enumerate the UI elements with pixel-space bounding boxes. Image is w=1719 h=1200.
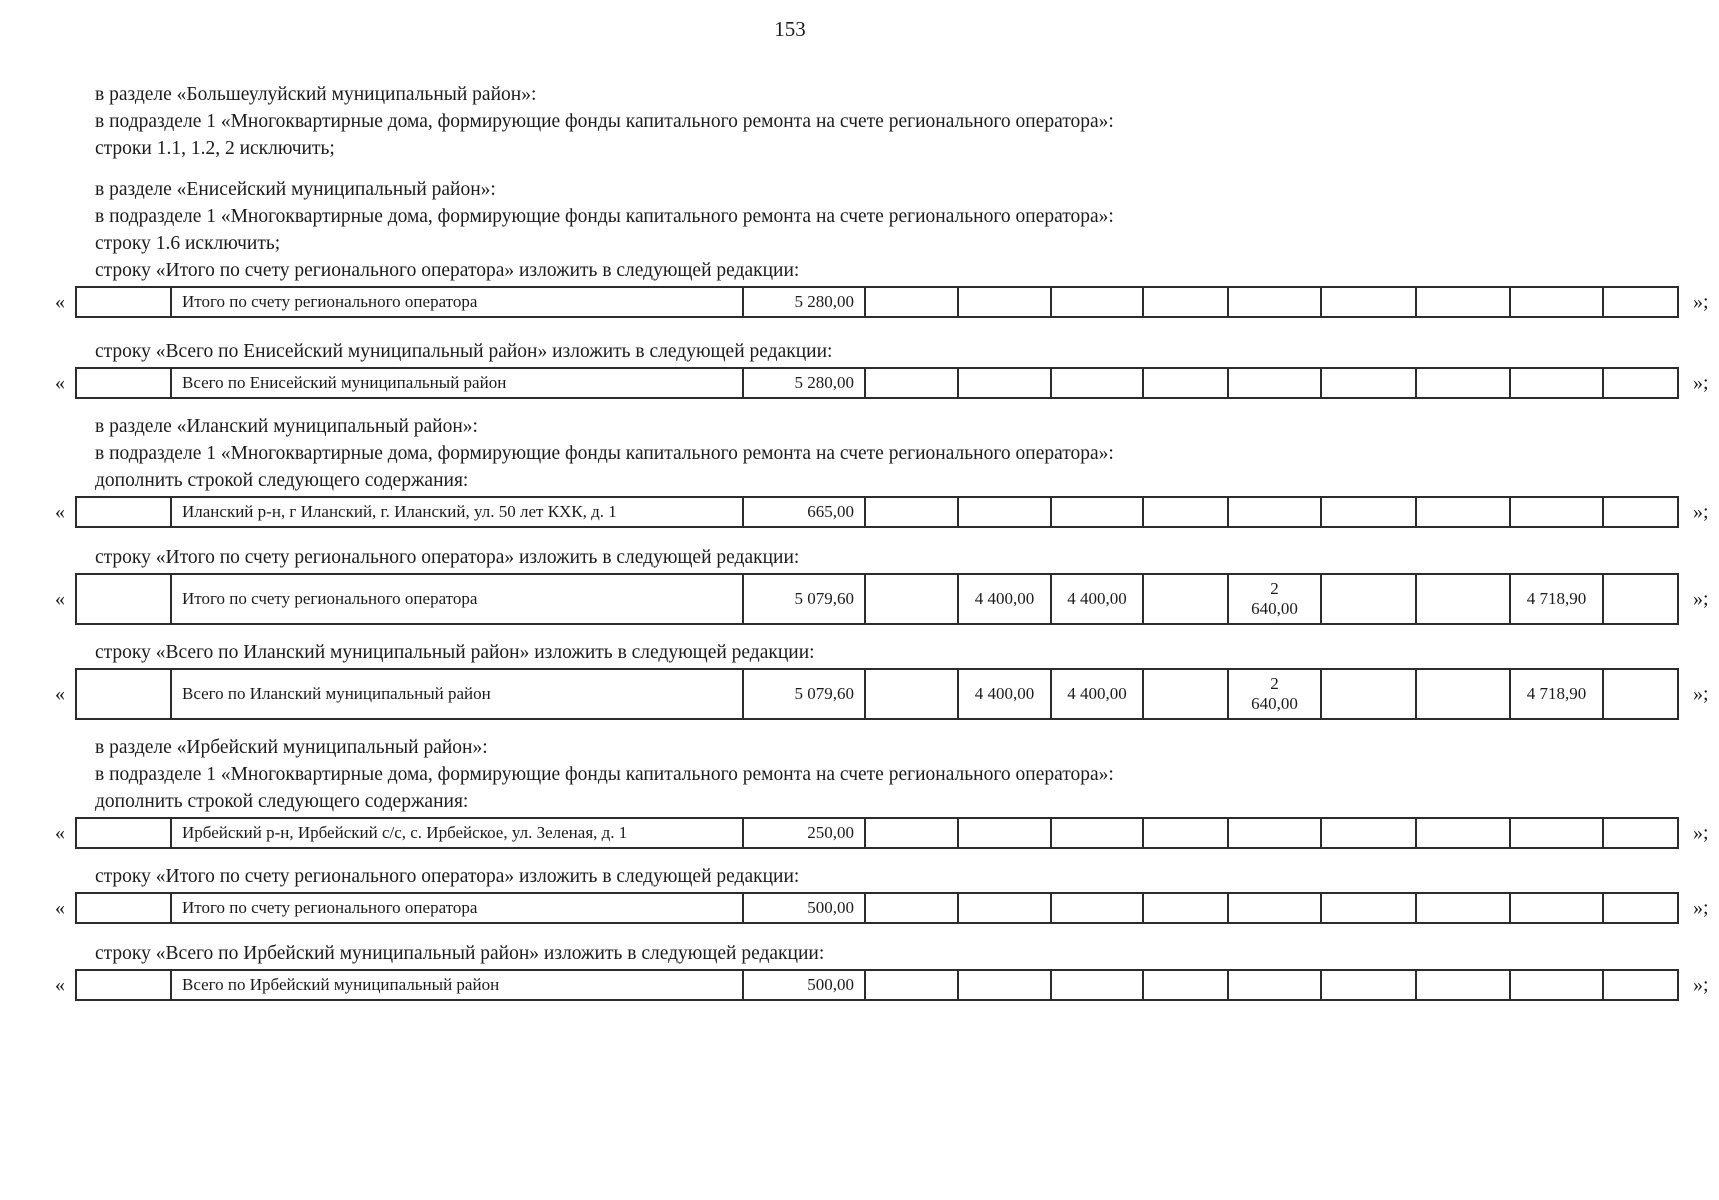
table-row (55, 286, 1719, 318)
table-cell-value: 4 400,00 (957, 670, 1050, 718)
table-cell-empty (1050, 819, 1142, 847)
close-quote-mark: »; (1693, 500, 1709, 523)
table-row (55, 496, 1719, 528)
open-quote-mark: « (55, 821, 65, 844)
table-cell-label: Ирбейский р-н, Ирбейский с/с, с. Ирбейское, ул. Зеленая, д. 1 (170, 819, 742, 847)
paragraph-line: строку 1.6 исключить; (95, 233, 281, 254)
table-row (55, 367, 1719, 399)
table-cell-empty (864, 670, 957, 718)
table-cell-empty (1509, 369, 1602, 397)
table-cell-empty (1142, 369, 1227, 397)
close-quote-mark: »; (1693, 371, 1709, 394)
table-cell-empty (864, 819, 957, 847)
close-quote-mark: »; (1693, 587, 1709, 610)
paragraph-irbeysky (95, 734, 1719, 815)
table-cell-value: 5 280,00 (742, 369, 864, 397)
table-cell-empty (1050, 288, 1142, 316)
open-quote-mark: « (55, 973, 65, 996)
close-quote-mark: »; (1693, 973, 1709, 996)
table-cell-empty (1415, 894, 1509, 922)
table-cell-empty (77, 670, 170, 718)
table-cell-empty (957, 369, 1050, 397)
table-cell-value: 4 718,90 (1509, 670, 1602, 718)
close-quote-mark: »; (1693, 896, 1709, 919)
table-cell-empty (1320, 288, 1415, 316)
open-quote-mark: « (55, 682, 65, 705)
paragraph-line: в разделе «Большеулуйский муниципальный район»: (95, 84, 537, 105)
table-cell-empty (77, 369, 170, 397)
open-quote-mark: « (55, 371, 65, 394)
table-row (55, 668, 1719, 720)
table-row (55, 969, 1719, 1001)
table-row (55, 573, 1719, 625)
table-grid-itogo-irbeysky (75, 892, 1679, 924)
open-quote-mark: « (55, 290, 65, 313)
table-cell-empty (1415, 575, 1509, 623)
table-cell-empty (864, 894, 957, 922)
table-cell-label: Всего по Ирбейский муниципальный район (170, 971, 742, 999)
table-cell-empty (1320, 894, 1415, 922)
table-grid-itogo-yeniseysky (75, 286, 1679, 318)
table-cell-empty (1142, 894, 1227, 922)
table-cell-value: 5 079,60 (742, 670, 864, 718)
table-cell-empty (1602, 498, 1677, 526)
close-quote-mark: »; (1693, 290, 1709, 313)
table-cell-empty (1509, 288, 1602, 316)
paragraph-line: строки 1.1, 1.2, 2 исключить; (95, 138, 335, 159)
table-cell-empty (1415, 819, 1509, 847)
table-grid-vsego-irbeysky (75, 969, 1679, 1001)
table-cell-value: 2 640,00 (1227, 575, 1320, 623)
close-quote-mark: »; (1693, 682, 1709, 705)
table-cell-label: Иланский р-н, г Иланский, г. Иланский, ул. 50 лет КХК, д. 1 (170, 498, 742, 526)
row-header-vsego-yeniseysky: строку «Всего по Енисейский муниципальный район» изложить в следующей редакции: (95, 341, 833, 362)
table-cell-empty (1050, 971, 1142, 999)
table-cell-empty (864, 575, 957, 623)
paragraph-line: в разделе «Ирбейский муниципальный район»: (95, 737, 488, 758)
table-grid-irbeysky-house (75, 817, 1679, 849)
table-cell-empty (1509, 971, 1602, 999)
table-cell-value: 250,00 (742, 819, 864, 847)
table-cell-empty (957, 894, 1050, 922)
table-cell-empty (1227, 288, 1320, 316)
table-cell-empty (1602, 575, 1677, 623)
table-cell-empty (864, 369, 957, 397)
table-cell-empty (1227, 894, 1320, 922)
table-cell-label: Всего по Енисейский муниципальный район (170, 369, 742, 397)
table-cell-empty (1320, 369, 1415, 397)
table-cell-empty (1602, 971, 1677, 999)
table-cell-empty (1050, 894, 1142, 922)
table-cell-label: Итого по счету регионального оператора (170, 575, 742, 623)
open-quote-mark: « (55, 500, 65, 523)
table-cell-value: 500,00 (742, 894, 864, 922)
paragraph-line: в подразделе 1 «Многоквартирные дома, формирующие фонды капитального ремонта на счете регионального оператора»: (95, 443, 1114, 464)
table-cell-value: 4 400,00 (1050, 575, 1142, 623)
table-cell-empty (77, 971, 170, 999)
table-cell-value: 5 079,60 (742, 575, 864, 623)
paragraph-ilansky (95, 413, 1719, 494)
page-number: 153 (774, 17, 806, 41)
paragraph-yeniseysky (95, 176, 1719, 284)
table-grid-ilansky-house (75, 496, 1679, 528)
table-cell-empty (864, 971, 957, 999)
table-cell-value: 2 640,00 (1227, 670, 1320, 718)
table-cell-label: Итого по счету регионального оператора (170, 288, 742, 316)
table-cell-empty (957, 819, 1050, 847)
table-cell-value: 4 718,90 (1509, 575, 1602, 623)
table-grid-vsego-ilansky (75, 668, 1679, 720)
table-cell-empty (1320, 819, 1415, 847)
table-cell-empty (864, 288, 957, 316)
open-quote-mark: « (55, 587, 65, 610)
table-cell-empty (1227, 369, 1320, 397)
table-cell-empty (1142, 498, 1227, 526)
paragraph-line: дополнить строкой следующего содержания: (95, 791, 469, 812)
table-cell-empty (77, 575, 170, 623)
row-header-vsego-ilansky: строку «Всего по Иланский муниципальный район» изложить в следующей редакции: (95, 642, 815, 663)
table-cell-empty (1227, 971, 1320, 999)
table-cell-label: Итого по счету регионального оператора (170, 894, 742, 922)
table-cell-empty (1509, 819, 1602, 847)
open-quote-mark: « (55, 896, 65, 919)
row-header-itogo-ilansky: строку «Итого по счету регионального оператора» изложить в следующей редакции: (95, 547, 800, 568)
table-cell-empty (1415, 288, 1509, 316)
table-cell-empty (77, 498, 170, 526)
table-cell-empty (1509, 894, 1602, 922)
table-cell-empty (1602, 288, 1677, 316)
table-cell-value: 5 280,00 (742, 288, 864, 316)
table-cell-empty (1320, 575, 1415, 623)
table-cell-empty (1509, 498, 1602, 526)
table-cell-value: 4 400,00 (1050, 670, 1142, 718)
table-cell-empty (77, 894, 170, 922)
table-cell-empty (1415, 498, 1509, 526)
table-cell-value: 665,00 (742, 498, 864, 526)
paragraph-line: в подразделе 1 «Многоквартирные дома, формирующие фонды капитального ремонта на счете регионального оператора»: (95, 764, 1114, 785)
paragraph-line: в разделе «Иланский муниципальный район»: (95, 416, 478, 437)
table-cell-empty (1320, 498, 1415, 526)
table-cell-value: 500,00 (742, 971, 864, 999)
paragraph-line: в подразделе 1 «Многоквартирные дома, формирующие фонды капитального ремонта на счете регионального оператора»: (95, 111, 1114, 132)
table-cell-empty (1142, 288, 1227, 316)
table-cell-empty (1050, 498, 1142, 526)
row-header-itogo-irbeysky: строку «Итого по счету регионального оператора» изложить в следующей редакции: (95, 866, 800, 887)
table-cell-empty (1227, 819, 1320, 847)
paragraph-line: в разделе «Енисейский муниципальный район»: (95, 179, 496, 200)
paragraph-line: строку «Итого по счету регионального оператора» изложить в следующей редакции: (95, 260, 800, 281)
table-cell-empty (77, 288, 170, 316)
table-cell-empty (864, 498, 957, 526)
close-quote-mark: »; (1693, 821, 1709, 844)
table-cell-empty (1415, 369, 1509, 397)
table-grid-itogo-ilansky (75, 573, 1679, 625)
table-cell-empty (1602, 819, 1677, 847)
table-cell-empty (1602, 369, 1677, 397)
table-cell-empty (1320, 670, 1415, 718)
table-cell-value: 4 400,00 (957, 575, 1050, 623)
table-cell-empty (1142, 971, 1227, 999)
paragraph-bolsheuluysky (95, 81, 1719, 162)
table-cell-empty (1602, 894, 1677, 922)
table-row (55, 892, 1719, 924)
table-cell-empty (957, 288, 1050, 316)
table-cell-empty (77, 819, 170, 847)
table-row (55, 817, 1719, 849)
table-cell-empty (1320, 971, 1415, 999)
table-cell-empty (1227, 498, 1320, 526)
table-cell-empty (1415, 670, 1509, 718)
table-cell-empty (957, 971, 1050, 999)
table-cell-empty (1142, 575, 1227, 623)
table-cell-empty (1142, 819, 1227, 847)
table-cell-empty (1142, 670, 1227, 718)
paragraph-line: в подразделе 1 «Многоквартирные дома, формирующие фонды капитального ремонта на счете регионального оператора»: (95, 206, 1114, 227)
table-cell-empty (1415, 971, 1509, 999)
row-header-vsego-irbeysky: строку «Всего по Ирбейский муниципальный район» изложить в следующей редакции: (95, 943, 825, 964)
table-grid-vsego-yeniseysky (75, 367, 1679, 399)
table-cell-label: Всего по Иланский муниципальный район (170, 670, 742, 718)
paragraph-line: дополнить строкой следующего содержания: (95, 470, 469, 491)
table-cell-empty (1602, 670, 1677, 718)
table-cell-empty (1050, 369, 1142, 397)
table-cell-empty (957, 498, 1050, 526)
